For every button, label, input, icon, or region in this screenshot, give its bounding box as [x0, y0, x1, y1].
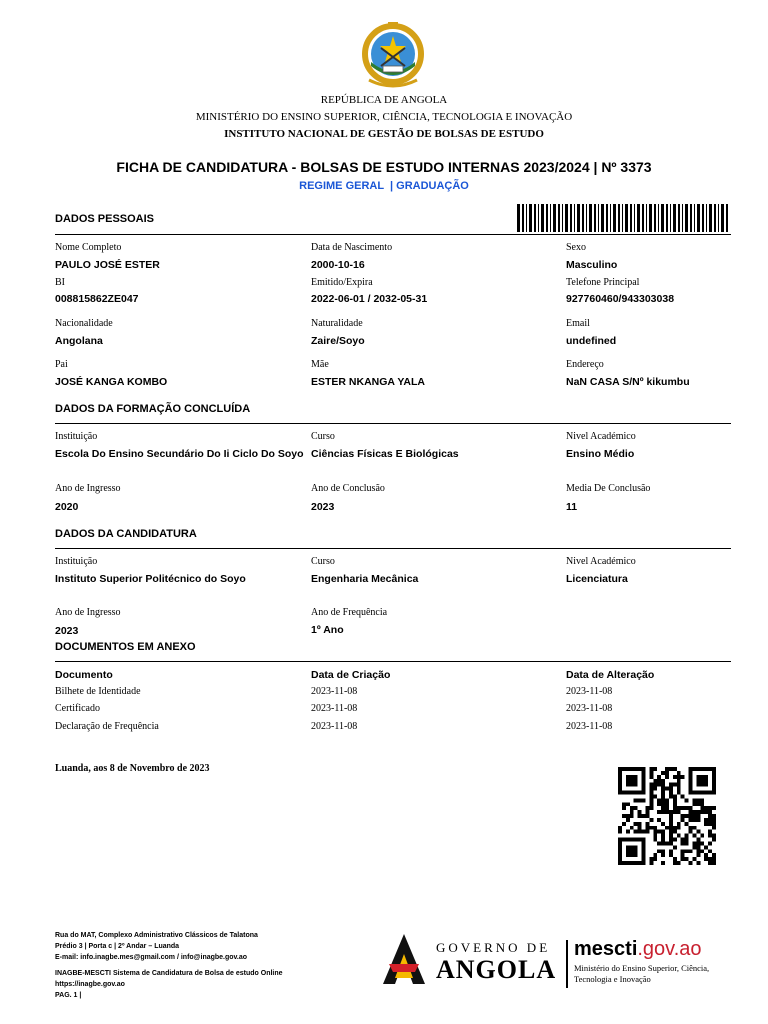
- nascimento-value: 2000-10-16: [311, 259, 365, 271]
- candidatura-frequencia-value: 1º Ano: [311, 624, 344, 636]
- naturalidade-value: Zaire/Soyo: [311, 335, 365, 347]
- angola-text: ANGOLA: [436, 955, 557, 984]
- footer-url: https://inagbe.gov.ao: [55, 981, 125, 988]
- document-name: Bilhete de Identidade: [55, 686, 141, 697]
- footer-building: Prédio 3 | Porta c | 2º Andar – Luanda: [55, 943, 180, 950]
- logo-separator: [566, 940, 568, 988]
- candidatura-instituicao-value: Instituto Superior Politécnico do Soyo: [55, 573, 246, 585]
- document-name: Certificado: [55, 703, 100, 714]
- formacao-instituicao-value: Escola Do Ensino Secundário Do Ii Ciclo Do Soyo: [55, 448, 304, 460]
- email-label: Email: [566, 318, 590, 329]
- candidatura-nivel-label: Nivel Académico: [566, 556, 636, 567]
- document-modified: 2023-11-08: [566, 686, 613, 697]
- nacionalidade-label: Nacionalidade: [55, 318, 113, 329]
- formacao-ingresso-value: 2020: [55, 501, 79, 513]
- graduacao-label: | GRADUAÇÃO: [390, 180, 469, 192]
- section-candidatura: DADOS DA CANDIDATURA: [55, 528, 197, 540]
- header-ministry: MINISTÉRIO DO ENSINO SUPERIOR, CIÊNCIA, TECNOLOGIA E INOVAÇÃO: [195, 111, 573, 123]
- nacionalidade-value: Angolana: [55, 335, 103, 347]
- mescti-name: mescti: [574, 938, 638, 960]
- divider: [55, 548, 731, 549]
- formacao-conclusao-value: 2023: [311, 501, 335, 513]
- header-institute: INSTITUTO NACIONAL DE GESTÃO DE BOLSAS DE ESTUDO: [224, 128, 544, 140]
- signature-date: Luanda, aos 8 de Novembro de 2023: [55, 763, 210, 774]
- emitido-value: 2022-06-01 / 2032-05-31: [311, 293, 428, 305]
- candidatura-ingresso-label: Ano de Ingresso: [55, 607, 121, 618]
- divider: [55, 661, 731, 662]
- footer-page: PAG. 1 |: [55, 992, 82, 999]
- formacao-conclusao-label: Ano de Conclusão: [311, 483, 385, 494]
- nascimento-label: Data de Nascimento: [311, 242, 393, 253]
- section-documentos: DOCUMENTOS EM ANEXO: [55, 641, 196, 653]
- page-subtitle: [0, 180, 768, 192]
- formacao-nivel-label: Nivel Académico: [566, 431, 636, 442]
- page-title: FICHA DE CANDIDATURA - BOLSAS DE ESTUDO INTERNAS 2023/2024 | Nº 3373: [116, 159, 652, 175]
- document-modified: 2023-11-08: [566, 721, 613, 732]
- section-formacao: DADOS DA FORMAÇÃO CONCLUÍDA: [55, 403, 251, 415]
- footer-email: E-mail: info.inagbe.mes@gmail.com / info@inagbe.gov.ao: [55, 954, 248, 961]
- document-created: 2023-11-08: [311, 703, 358, 714]
- formacao-curso-label: Curso: [311, 431, 335, 442]
- candidatura-ingresso-value: 2023: [55, 625, 79, 637]
- divider: [55, 423, 731, 424]
- candidatura-nivel-value: Licenciatura: [566, 573, 628, 585]
- document-name: Declaração de Frequência: [55, 721, 159, 732]
- governo-de-text: GOVERNO DE: [436, 940, 551, 955]
- col-alteracao-header: Data de Alteração: [566, 669, 655, 681]
- telefone-value: 927760460/943303038: [566, 293, 675, 305]
- col-criacao-header: Data de Criação: [311, 669, 391, 681]
- endereco-value: NaN CASA S/Nº kikumbu: [566, 376, 690, 388]
- candidatura-frequencia-label: Ano de Frequência: [311, 607, 388, 618]
- document-created: 2023-11-08: [311, 686, 358, 697]
- mae-value: ESTER NKANGA YALA: [311, 376, 425, 388]
- endereco-label: Endereço: [566, 359, 604, 370]
- barcode: [517, 204, 730, 232]
- section-dados-pessoais: DADOS PESSOAIS: [55, 213, 155, 225]
- header-republic: REPÚBLICA DE ANGOLA: [320, 94, 448, 106]
- mescti-logo: [574, 938, 702, 961]
- qr-code: [615, 767, 719, 865]
- pai-label: Pai: [55, 359, 68, 370]
- footer-system: INAGBE-MESCTI Sistema de Candidatura de Bolsa de estudo Online: [55, 970, 283, 977]
- formacao-nivel-value: Ensino Médio: [566, 448, 635, 460]
- regime-label: REGIME GERAL: [299, 180, 390, 192]
- naturalidade-label: Naturalidade: [311, 318, 363, 329]
- bi-label: BI: [55, 277, 65, 288]
- formacao-media-value: 11: [566, 501, 578, 513]
- bi-value: 008815862ZE047: [55, 293, 139, 305]
- col-documento-header: Documento: [55, 669, 113, 681]
- formacao-instituicao-label: Instituição: [55, 431, 98, 442]
- sexo-label: Sexo: [566, 242, 586, 253]
- document-modified: 2023-11-08: [566, 703, 613, 714]
- angola-coat-of-arms-emblem: [355, 22, 431, 92]
- candidatura-curso-value: Engenharia Mecânica: [311, 573, 419, 585]
- formacao-media-label: Media De Conclusão: [566, 483, 651, 494]
- mae-label: Mãe: [311, 359, 329, 370]
- nome-value: PAULO JOSÉ ESTER: [55, 259, 160, 271]
- candidatura-instituicao-label: Instituição: [55, 556, 98, 567]
- governo-angola-logo-icon: [383, 934, 425, 984]
- candidatura-curso-label: Curso: [311, 556, 335, 567]
- telefone-label: Telefone Principal: [566, 277, 640, 288]
- document-created: 2023-11-08: [311, 721, 358, 732]
- footer-address: Rua do MAT, Complexo Administrativo Clássicos de Talatona: [55, 932, 258, 939]
- sexo-value: Masculino: [566, 259, 618, 271]
- mescti-description: Ministério do Ensino Superior, Ciência, Tecnologia e Inovação: [574, 963, 710, 984]
- pai-value: JOSÉ KANGA KOMBO: [55, 376, 168, 388]
- emitido-label: Emitido/Expira: [311, 277, 373, 288]
- divider: [55, 234, 731, 235]
- formacao-curso-value: Ciências Físicas E Biológicas: [311, 448, 459, 460]
- email-value: undefined: [566, 335, 617, 347]
- mescti-domain: .gov.ao: [637, 938, 702, 960]
- nome-label: Nome Completo: [55, 242, 122, 253]
- formacao-ingresso-label: Ano de Ingresso: [55, 483, 121, 494]
